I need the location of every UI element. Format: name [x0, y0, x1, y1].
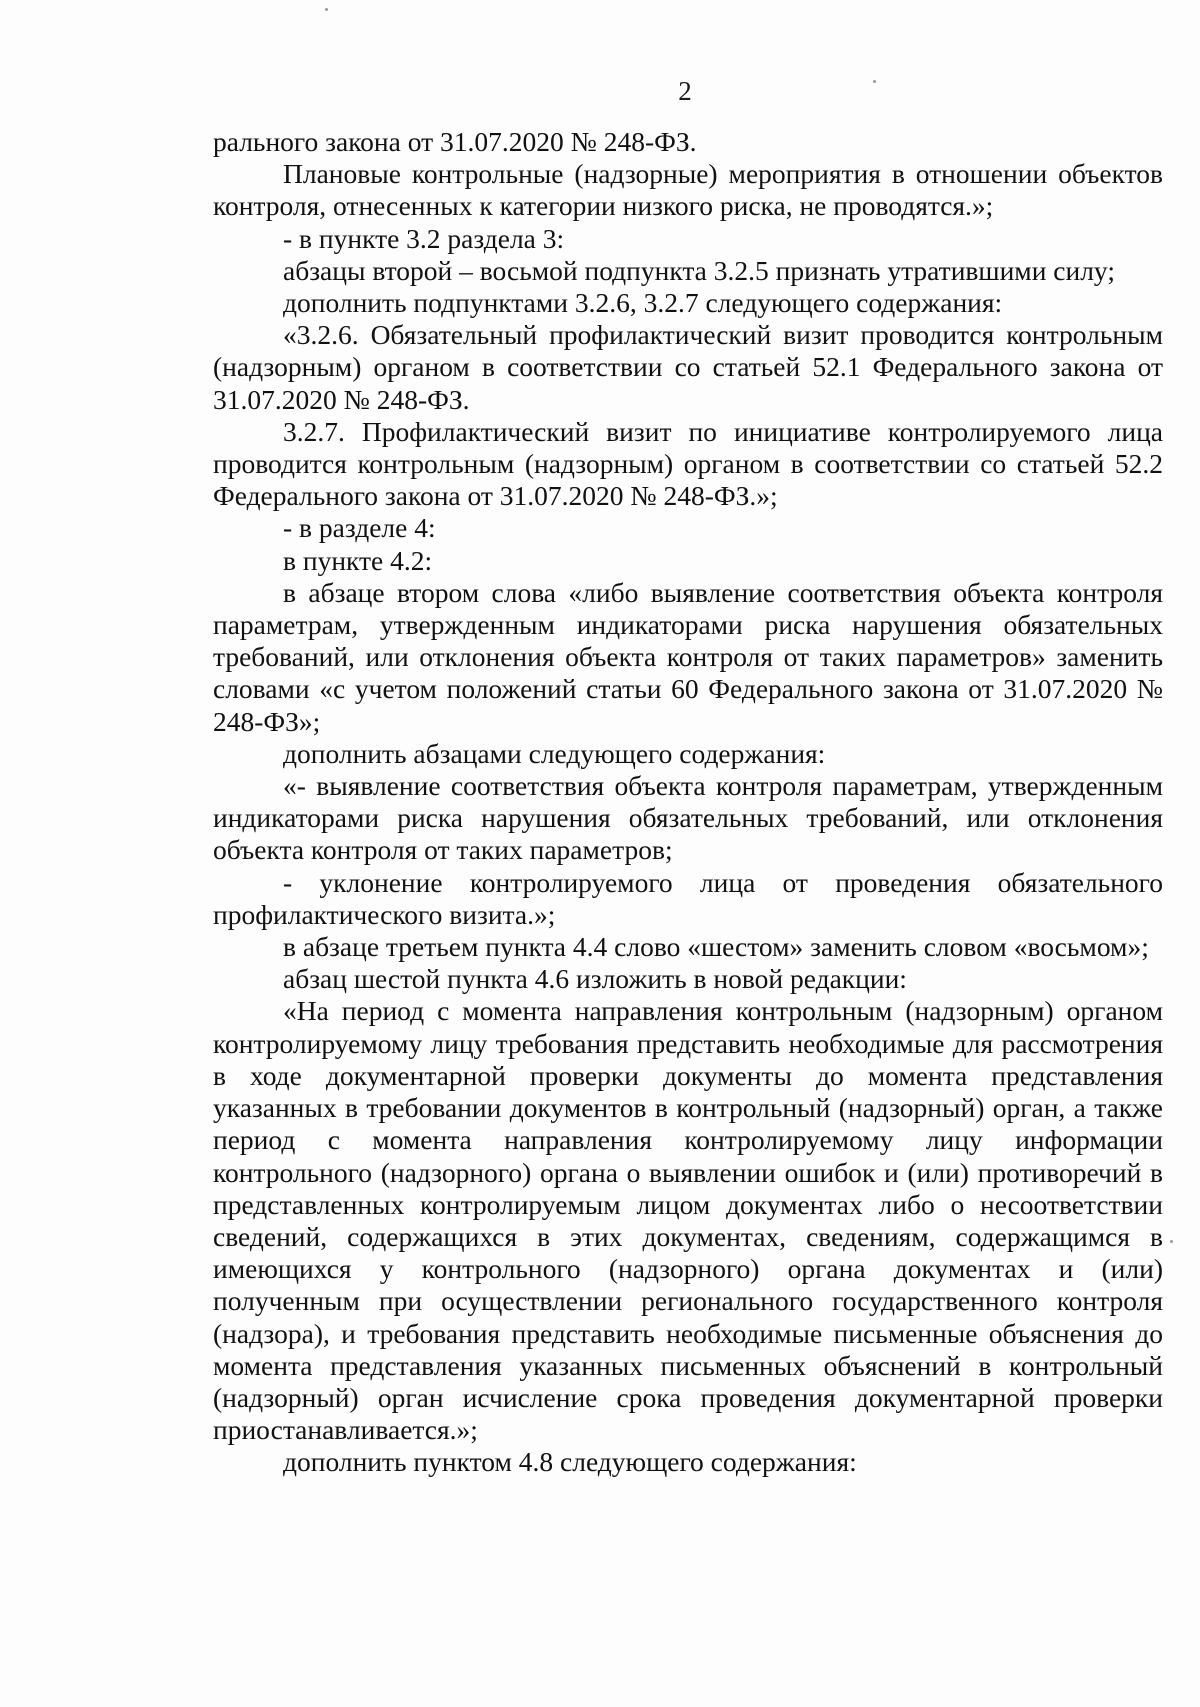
paragraph: в абзаце третьем пункта 4.4 слово «шестом» заменить словом «восьмом»; — [283, 931, 1149, 963]
paragraph: рального закона от 31.07.2020 № 248-ФЗ. — [213, 126, 697, 157]
paragraph: абзацы второй – восьмой подпункта 3.2.5 признать утратившими силу; — [283, 254, 1115, 286]
paragraph: «- выявление соответствия объекта контроля параметрам, утвержденным индикаторами риска нарушения обязательных требований, или отклонения объекта контроля от таких параметров; — [213, 770, 1163, 866]
paragraph: - в пункте 3.2 раздела 3: — [283, 222, 565, 254]
page-number: 2 — [678, 76, 692, 106]
paragraph: «На период с момента направления контрольным (надзорным) органом контролируемому лицу требования представить необходимые для рассмотрения в ходе документарной проверки документы до момента представления указанных в требовании документов в контрольный (надзорный) орган, а также период с момента направления контролируемому лицу информации контрольного (надзорного) органа о выявлении ошибок и (или) противоречий в представленных контролируемым лицом документах либо о несоответствии сведений, содержащихся в этих документах, сведениям, содержащимся в имеющихся у контрольного (надзорного) органа документах и (или) полученным при осуществлении регионального государственного контроля (надзора), и требования представить необходимые письменные объяснения до момента представления указанных письменных объяснений в контрольный (надзорный) орган исчисление срока проведения документарной проверки приостанавливается.»; — [213, 995, 1163, 1446]
scan-speck — [1170, 1240, 1173, 1243]
paragraph: 3.2.7. Профилактический визит по инициативе контролируемого лица проводится контрольным (надзорным) органом в соответствии со статьей 52.2 Федерального закона от 31.07.2020 № 248-ФЗ.»; — [213, 415, 1163, 512]
paragraph: «3.2.6. Обязательный профилактический визит проводится контрольным (надзорным) органом в соответствии со статьей 52.1 Федерального закона от 31.07.2020 № 248-ФЗ. — [213, 319, 1163, 415]
paragraph: дополнить абзацами следующего содержания: — [283, 737, 826, 769]
paragraph: в абзаце втором слова «либо выявление соответствия объекта контроля параметрам, утвержденным индикаторами риска нарушения обязательных требований, или отклонения объекта контроля от таких параметров» заменить словами «с учетом положений статьи 60 Федерального закона от 31.07.2020 № 248-ФЗ»; — [213, 576, 1163, 737]
paragraph: абзац шестой пункта 4.6 изложить в новой редакции: — [283, 963, 907, 995]
paragraph: дополнить подпунктами 3.2.6, 3.2.7 следующего содержания: — [283, 287, 1003, 319]
document-body — [213, 126, 1163, 1479]
scan-speck — [325, 8, 328, 11]
paragraph: - уклонение контролируемого лица от проведения обязательного профилактического визита.»; — [213, 866, 1163, 930]
paragraph: Плановые контрольные (надзорные) мероприятия в отношении объектов контроля, отнесенных к категории низкого риска, не проводятся.»; — [213, 158, 1163, 222]
paragraph: - в разделе 4: — [283, 512, 436, 544]
paragraph: в пункте 4.2: — [283, 544, 433, 576]
paragraph: дополнить пунктом 4.8 следующего содержания: — [283, 1446, 857, 1478]
